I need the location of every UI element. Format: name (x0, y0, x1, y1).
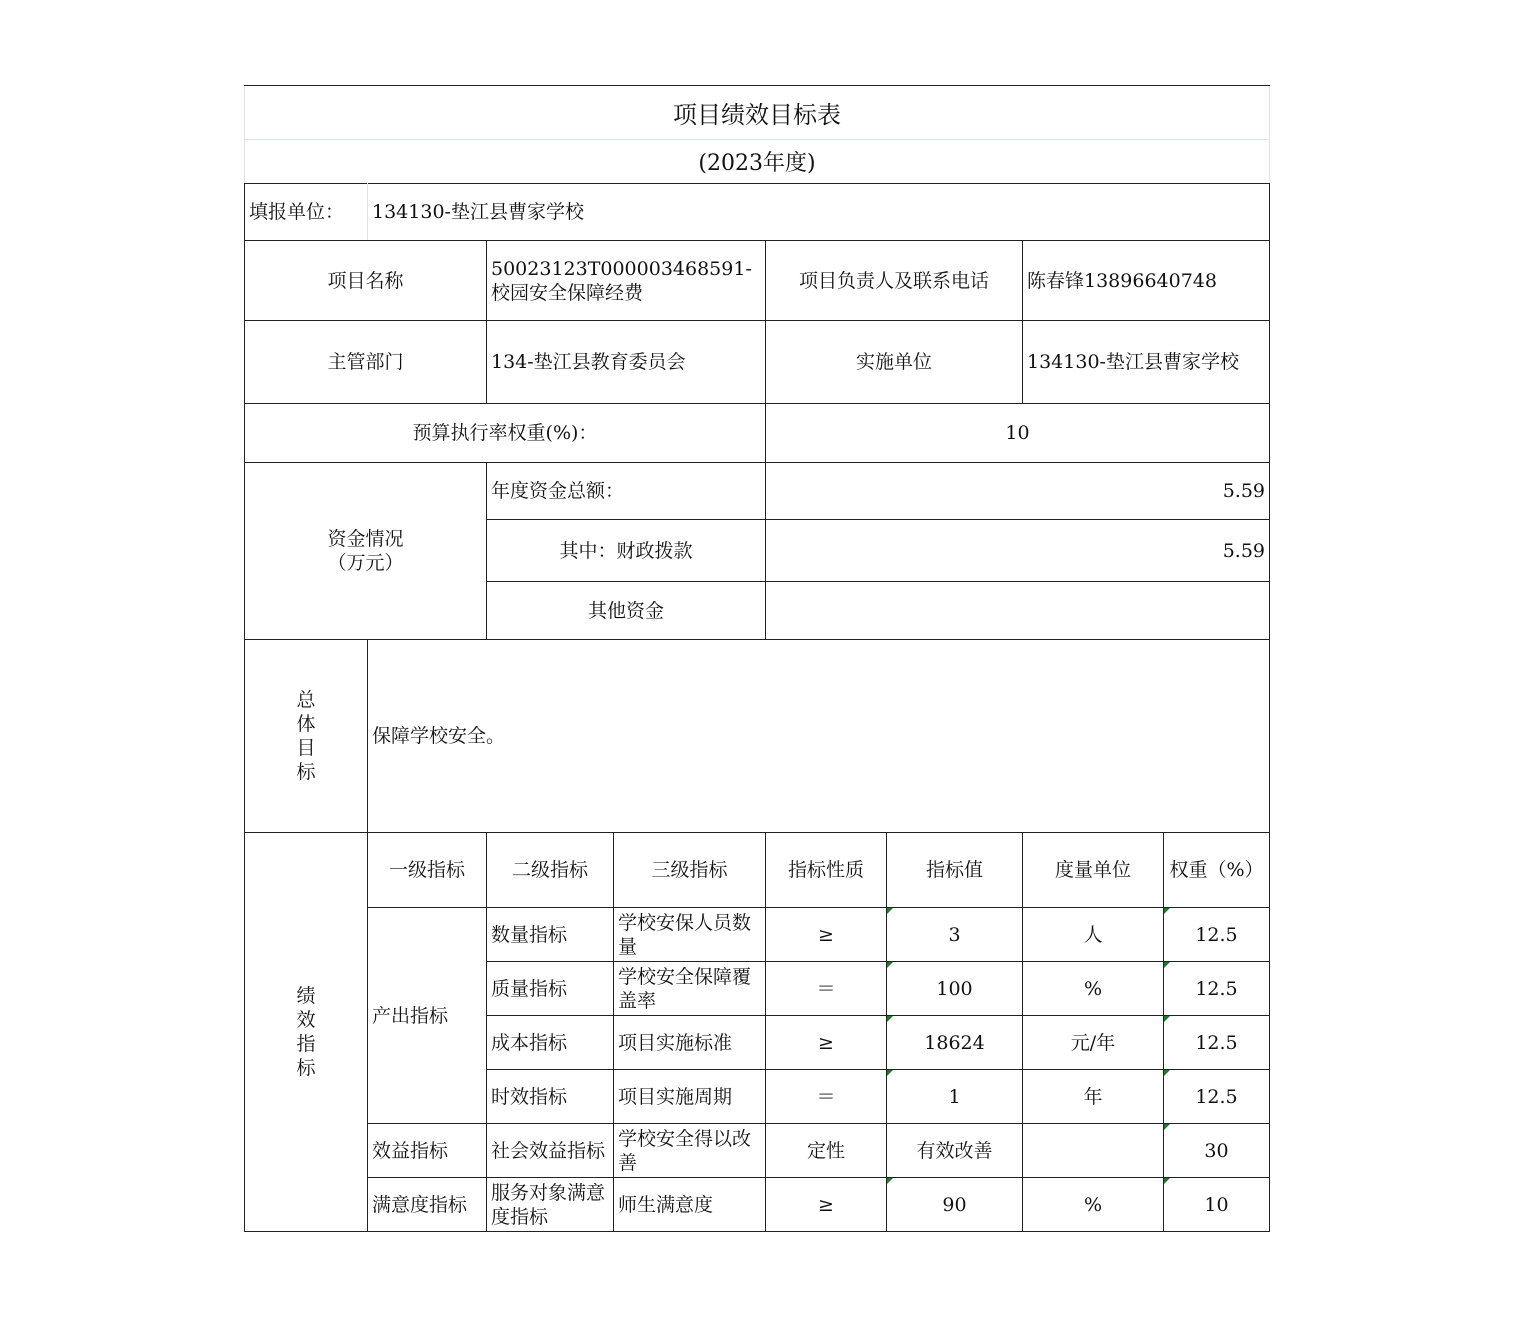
weight-cell: 12.5 (1164, 1070, 1270, 1124)
indicators-char: 标 (296, 1057, 316, 1079)
funds-fiscal-label: 其中：财政拨款 (487, 520, 766, 582)
level3-cell: 师生满意度 (614, 1178, 766, 1232)
indicators-label (245, 833, 368, 1232)
funds-label-line1: 资金情况 (327, 528, 404, 550)
nature-cell: ≥ (766, 1016, 887, 1070)
level3-cell: 项目实施标准 (614, 1016, 766, 1070)
level1-output: 产出指标 (368, 908, 487, 1124)
overall-goal-value: 保障学校安全。 (368, 640, 1270, 833)
level1-benefit: 效益指标 (368, 1124, 487, 1178)
unit-cell: 元/年 (1023, 1016, 1164, 1070)
header-unit: 度量单位 (1023, 833, 1164, 908)
nature-cell: ≥ (766, 908, 887, 962)
unit-cell: 年 (1023, 1070, 1164, 1124)
reporting-unit-value: 134130-垫江县曹家学校 (368, 184, 1270, 241)
unit-cell: 人 (1023, 908, 1164, 962)
level2-cell: 质量指标 (487, 962, 614, 1016)
unit-cell: % (1023, 1178, 1164, 1232)
header-level2: 二级指标 (487, 833, 614, 908)
value-cell: 有效改善 (887, 1124, 1023, 1178)
level1-satisfaction: 满意度指标 (368, 1178, 487, 1232)
level2-cell: 服务对象满意度指标 (487, 1178, 614, 1232)
level2-cell: 成本指标 (487, 1016, 614, 1070)
unit-cell (1023, 1124, 1164, 1178)
header-weight: 权重（%） (1164, 833, 1270, 908)
overall-goal-char: 总 (296, 689, 316, 711)
unit-cell: % (1023, 962, 1164, 1016)
funds-fiscal-value: 5.59 (766, 520, 1270, 582)
weight-cell: 10 (1164, 1178, 1270, 1232)
budget-rate-label: 预算执行率权重(%)： (245, 404, 766, 463)
table-row (245, 1178, 1270, 1232)
nature-cell: ＝ (766, 962, 887, 1016)
funds-label-line2: （万元） (327, 552, 404, 574)
project-name-value: 50023123T000003468591-校园安全保障经费 (487, 241, 766, 321)
level3-cell: 项目实施周期 (614, 1070, 766, 1124)
table-row (245, 908, 1270, 962)
table-row (245, 1124, 1270, 1178)
overall-goal-char: 目 (296, 737, 316, 759)
funds-other-value (766, 582, 1270, 640)
impl-unit-value: 134130-垫江县曹家学校 (1023, 321, 1270, 404)
project-name-label: 项目名称 (245, 241, 487, 321)
funds-other-label: 其他资金 (487, 582, 766, 640)
funds-label (245, 463, 487, 640)
weight-cell: 12.5 (1164, 1016, 1270, 1070)
weight-cell: 30 (1164, 1124, 1270, 1178)
level2-cell: 社会效益指标 (487, 1124, 614, 1178)
overall-goal-char: 体 (296, 713, 316, 735)
indicators-char: 效 (296, 1009, 316, 1031)
nature-cell: ＝ (766, 1070, 887, 1124)
header-nature: 指标性质 (766, 833, 887, 908)
value-cell: 3 (887, 908, 1023, 962)
reporting-unit-label: 填报单位： (245, 184, 368, 241)
header-level1: 一级指标 (368, 833, 487, 908)
overall-goal-char: 标 (296, 761, 316, 783)
funds-total-label: 年度资金总额： (487, 463, 766, 520)
header-level3: 三级指标 (614, 833, 766, 908)
year-subtitle: (2023年度) (244, 140, 1270, 183)
value-cell: 18624 (887, 1016, 1023, 1070)
dept-label: 主管部门 (245, 321, 487, 404)
project-manager-value: 陈春锋13896640748 (1023, 241, 1270, 321)
weight-cell: 12.5 (1164, 962, 1270, 1016)
indicators-char: 指 (296, 1033, 316, 1055)
value-cell: 1 (887, 1070, 1023, 1124)
value-cell: 90 (887, 1178, 1023, 1232)
nature-cell: 定性 (766, 1124, 887, 1178)
funds-total-value: 5.59 (766, 463, 1270, 520)
weight-cell: 12.5 (1164, 908, 1270, 962)
dept-value: 134-垫江县教育委员会 (487, 321, 766, 404)
value-cell: 100 (887, 962, 1023, 1016)
budget-rate-value: 10 (766, 404, 1270, 463)
level2-cell: 时效指标 (487, 1070, 614, 1124)
page-title: 项目绩效目标表 (244, 86, 1270, 140)
indicators-char: 绩 (296, 985, 316, 1007)
nature-cell: ≥ (766, 1178, 887, 1232)
overall-goal-label (245, 640, 368, 833)
performance-table (244, 183, 1270, 1232)
level2-cell: 数量指标 (487, 908, 614, 962)
level3-cell: 学校安全保障覆盖率 (614, 962, 766, 1016)
header-value: 指标值 (887, 833, 1023, 908)
project-manager-label: 项目负责人及联系电话 (766, 241, 1023, 321)
impl-unit-label: 实施单位 (766, 321, 1023, 404)
level3-cell: 学校安全得以改善 (614, 1124, 766, 1178)
level3-cell: 学校安保人员数量 (614, 908, 766, 962)
